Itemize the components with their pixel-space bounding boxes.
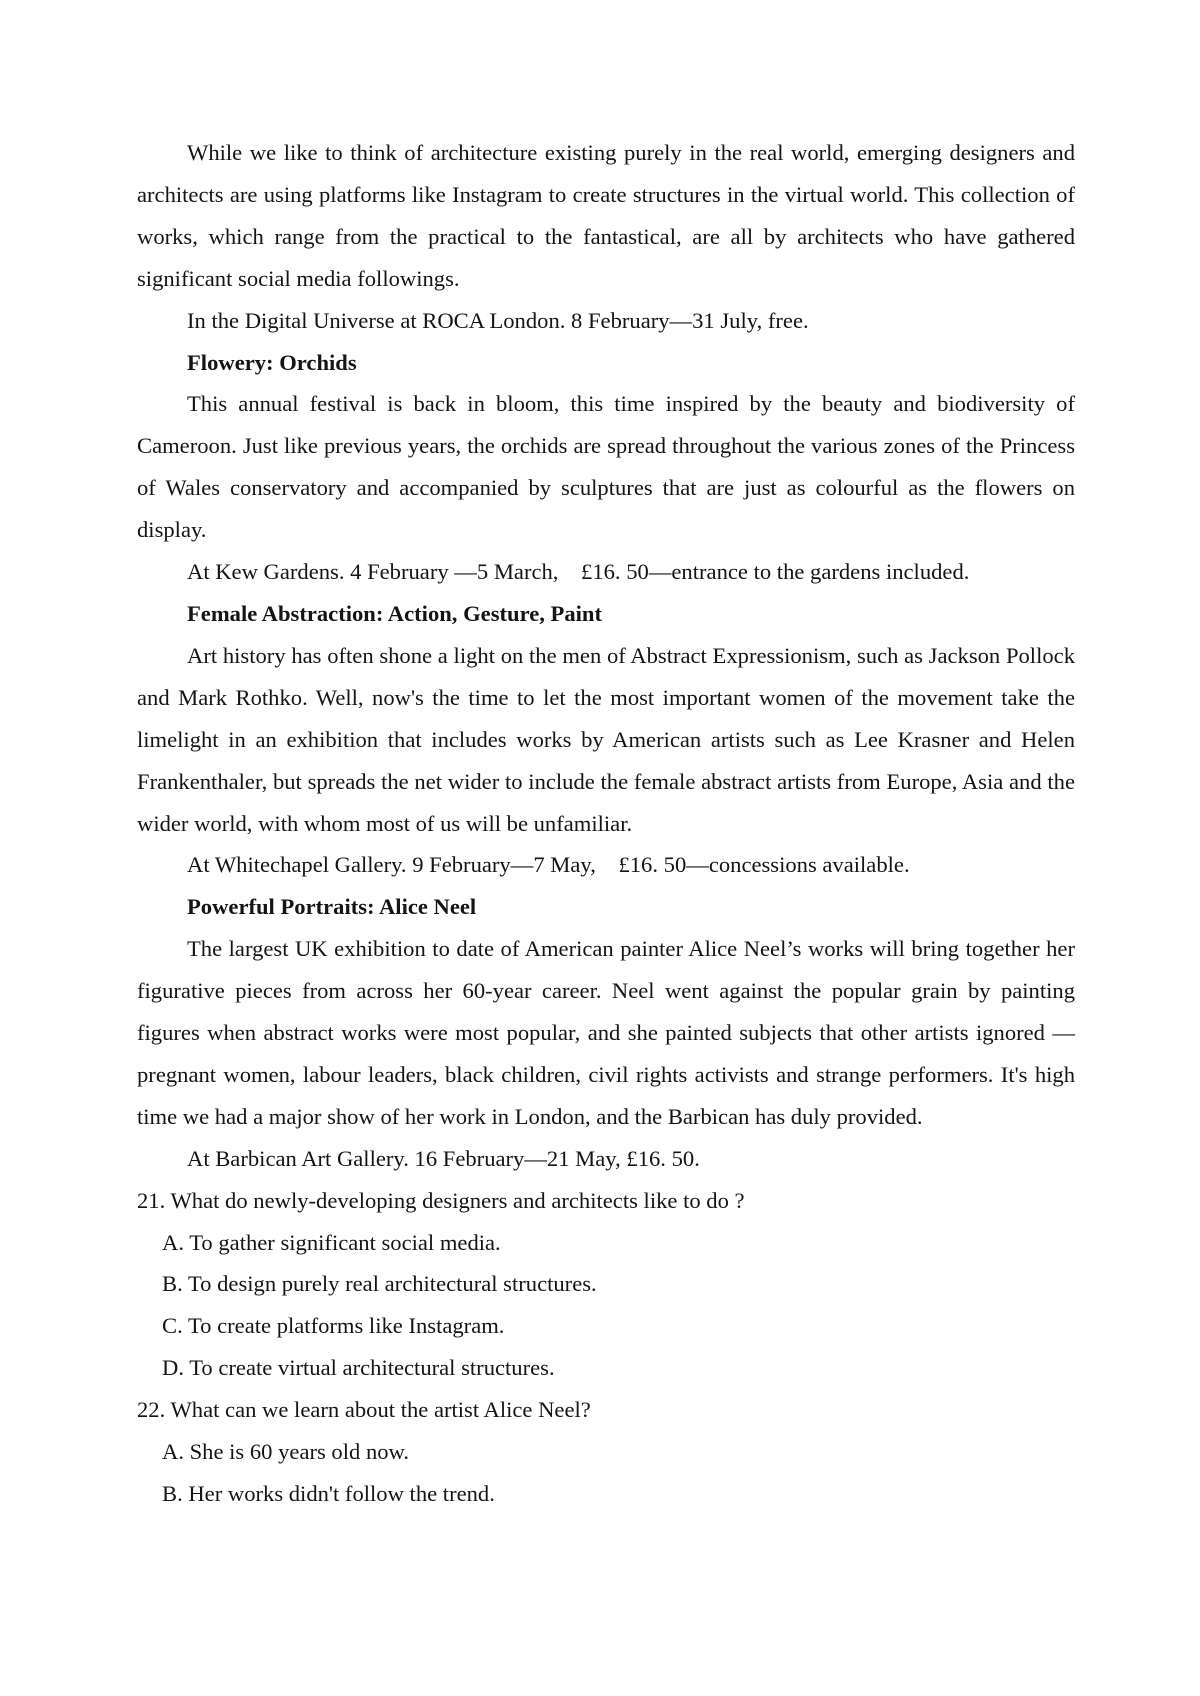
- section-venue-info-orchids: At Kew Gardens. 4 February —5 March, £16. 50—entrance to the gardens included.: [187, 559, 970, 585]
- question-21-stem: 21. What do newly-developing designers and architects like to do ?: [137, 1187, 745, 1213]
- section-paragraph-orchids: This annual festival is back in bloom, this time inspired by the beauty and biodiversity of Cameroon. Just like previous years, the orchids are spread throughout the various zones of the Princess of Wales conservatory and accompanied by sculptures that are just as colourful as the flowers on display.: [137, 391, 1075, 543]
- section-heading-orchids: Flowery: Orchids: [187, 349, 357, 375]
- question-21-option-b: B. To design purely real architectural structures.: [162, 1271, 597, 1297]
- section-venue-info-alice-neel: At Barbican Art Gallery. 16 February—21 May, £16. 50.: [187, 1145, 700, 1171]
- section-paragraph-alice-neel: The largest UK exhibition to date of American painter Alice Neel’s works will bring together her figurative pieces from across her 60-year career. Neel went against the popular grain by painting figures when abstract works were most popular, and she painted subjects that other artists ignored — pregnant women, labour leaders, black children, civil rights activists and strange performers. It's high time we had a major show of her work in London, and the Barbican has duly provided.: [137, 936, 1075, 1129]
- question-21-option-d: D. To create virtual architectural structures.: [162, 1355, 555, 1381]
- section-venue-info-female-abstraction: At Whitechapel Gallery. 9 February—7 May, £16. 50—concessions available.: [187, 852, 910, 878]
- section-heading-female-abstraction: Female Abstraction: Action, Gesture, Paint: [187, 600, 602, 626]
- question-21-option-c: C. To create platforms like Instagram.: [162, 1313, 505, 1339]
- document-page: [137, 132, 1075, 1515]
- question-21-option-a: A. To gather significant social media.: [162, 1229, 501, 1255]
- section-paragraph-female-abstraction: Art history has often shone a light on the men of Abstract Expressionism, such as Jackson Pollock and Mark Rothko. Well, now's the time to let the most important women of the movement take the limelight in an exhibition that includes works by American artists such as Lee Krasner and Helen Frankenthaler, but spreads the net wider to include the female abstract artists from Europe, Asia and the wider world, with whom most of us will be unfamiliar.: [137, 642, 1075, 836]
- intro-venue-info: In the Digital Universe at ROCA London. 8 February—31 July, free.: [187, 307, 809, 333]
- question-22-option-b: B. Her works didn't follow the trend.: [162, 1481, 495, 1506]
- question-22-stem: 22. What can we learn about the artist Alice Neel?: [137, 1397, 591, 1423]
- question-22-option-a: A. She is 60 years old now.: [162, 1439, 410, 1465]
- section-heading-alice-neel: Powerful Portraits: Alice Neel: [187, 894, 477, 920]
- intro-paragraph: While we like to think of architecture existing purely in the real world, emerging designers and architects are using platforms like Instagram to create structures in the virtual world. This collection of works, which range from the practical to the fantastical, are all by architects who have gathered significant social media followings.: [137, 140, 1075, 291]
